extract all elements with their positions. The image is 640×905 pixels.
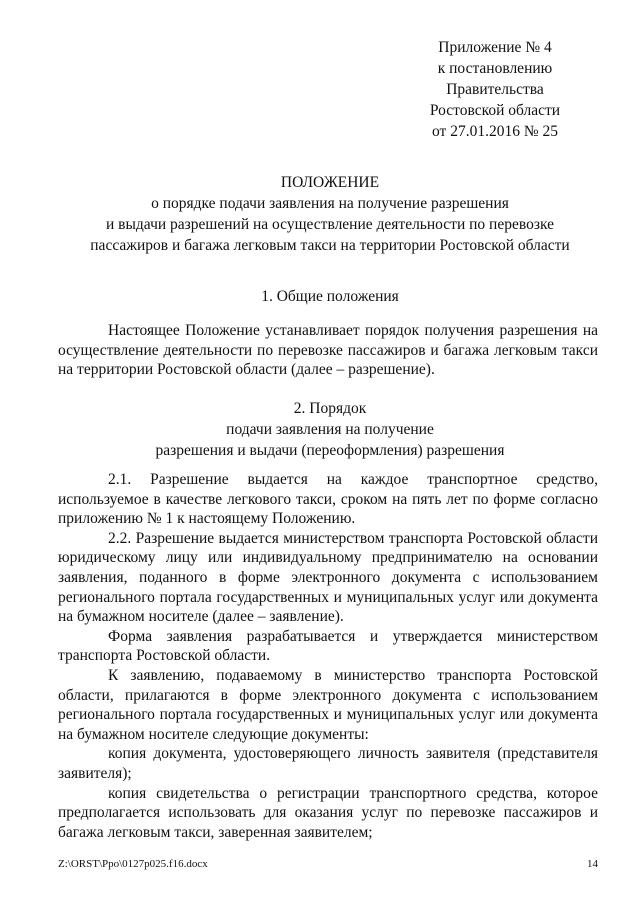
title-line: и выдачи разрешений на осуществление деятельности по перевозке: [106, 216, 554, 233]
appendix-line: Приложение № 4: [438, 39, 552, 56]
appendix-reference: [410, 37, 580, 142]
title-line: о порядке подачи заявления на получение разрешения: [151, 195, 509, 212]
title-heading: ПОЛОЖЕНИЕ: [280, 174, 380, 191]
section-2-heading-line: 2. Порядок: [293, 400, 367, 417]
paragraph: К заявлению, подаваемому в министерство транспорта Ростовской области, прилагаются в форме электронного документа с использованием регионального портала государственных и муниципальных услуг или документа на бумажном носителе следующие документы:: [58, 666, 598, 743]
section-2-heading-line: разрешения и выдачи (переоформления) разрешения: [155, 442, 505, 459]
appendix-line: Ростовской области: [429, 102, 561, 119]
paragraph: копия документа, удостоверяющего личность заявителя (представителя заявителя);: [58, 745, 598, 782]
document-title: [80, 172, 580, 256]
title-line: пассажиров и багажа легковым такси на территории Ростовской области: [90, 237, 570, 254]
appendix-line: к постановлению: [437, 60, 553, 77]
appendix-line: от 27.01.2016 № 25: [432, 123, 558, 140]
section-2-body: [58, 470, 598, 842]
appendix-line: Правительства: [446, 81, 544, 98]
section-2-heading-line: подачи заявления на получение: [226, 421, 434, 438]
paragraph: 2.2. Разрешение выдается министерством транспорта Ростовской области юридическому лицу или индивидуальному предпринимателю на основании заявления, поданного в форме электронного документа с использованием регионального портала государственных и муниципальных услуг или документа на бумажном носителе (далее – заявление).: [58, 529, 598, 626]
paragraph: Форма заявления разрабатывается и утверждается министерством транспорта Ростовской области.: [58, 627, 598, 665]
paragraph: копия свидетельства о регистрации транспортного средства, которое предполагается использовать для оказания услуг по перевозке пассажиров и багажа легковым такси, заверенная заявителем;: [58, 784, 598, 841]
paragraph: Настоящее Положение устанавливает порядок получения разрешения на осуществление деятельности по перевозке пассажиров и багажа легковым такси на территории Ростовской области (далее – разрешение).: [58, 322, 598, 379]
page-number: 14: [587, 858, 598, 870]
section-2-heading: [80, 398, 580, 461]
footer-file-path: Z:\ORST\Ppo\0127p025.f16.docx: [58, 858, 208, 870]
paragraph: 2.1. Разрешение выдается на каждое транспортное средство, используемое в качестве легкового такси, сроком на пять лет по форме согласно приложению № 1 к настоящему Положению.: [58, 471, 598, 528]
section-1-body: [58, 321, 598, 380]
section-1-heading: 1. Общие положения: [261, 288, 399, 305]
